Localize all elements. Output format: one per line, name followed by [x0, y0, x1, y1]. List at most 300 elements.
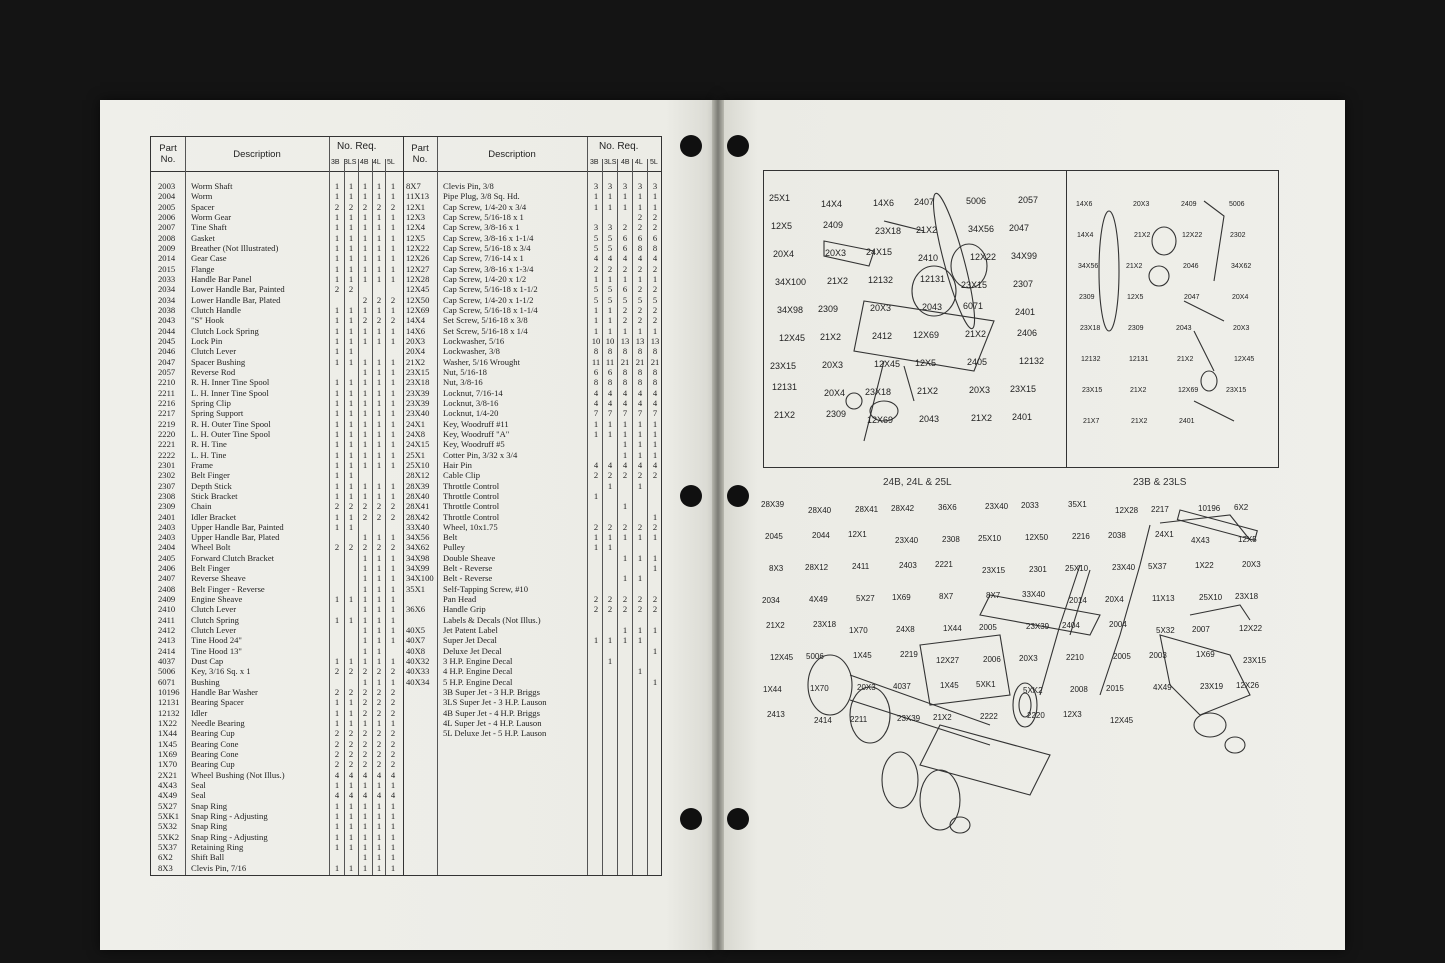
part-number: 5X32	[158, 821, 178, 832]
table-row	[151, 439, 403, 449]
quantity-cell: 3	[607, 181, 613, 191]
quantity-cell: 1	[348, 511, 354, 522]
part-number: 1X44	[158, 728, 178, 739]
quantity-cell: 2	[390, 697, 396, 708]
part-callout: 34X100	[775, 277, 807, 287]
part-description: Wheel, 10x1.75	[443, 521, 498, 532]
part-description: L. H. Outer Tine Spool	[191, 428, 271, 439]
part-callout: 12X50	[1025, 533, 1049, 542]
part-description: Hair Pin	[443, 459, 472, 470]
quantity-cell: 4	[376, 769, 382, 780]
quantity-cell: 1	[593, 191, 599, 202]
quantity-cell: 1	[362, 232, 368, 243]
part-callout: 21X2	[965, 329, 987, 339]
table-row	[403, 367, 661, 377]
part-callout: 2217	[1151, 505, 1169, 514]
quantity-cell: 1	[637, 428, 643, 439]
quantity-cell: 6	[637, 232, 643, 243]
part-description: R. H. Tine	[191, 439, 227, 450]
quantity-cell: 1	[390, 439, 396, 450]
quantity-cell: 1	[362, 594, 368, 605]
quantity-cell: 1	[607, 428, 613, 439]
part-description: 4 H.P. Engine Decal	[443, 666, 513, 677]
quantity-cell: 1	[607, 304, 613, 315]
part-description: Belt Finger	[191, 470, 230, 481]
quantity-cell: 2	[637, 263, 643, 274]
quantity-cell: 2	[348, 759, 354, 770]
quantity-cell: 1	[376, 800, 382, 811]
part-number: 2211	[158, 387, 175, 398]
part-description: 4B Super Jet - 4 H.P. Briggs	[443, 707, 540, 718]
quantity-cell: 2	[334, 284, 340, 295]
quantity-cell: 1	[390, 356, 396, 367]
header-model: 5L	[387, 159, 395, 166]
part-description: Pan Head	[443, 594, 477, 605]
quantity-cell: 1	[376, 821, 382, 832]
quantity-cell: 1	[622, 635, 628, 646]
quantity-cell: 1	[376, 273, 382, 284]
quantity-cell: 1	[376, 418, 382, 429]
quantity-cell: 1	[348, 449, 354, 460]
part-number: 4X49	[158, 790, 178, 801]
part-number: 2406	[158, 563, 176, 574]
quantity-cell: 1	[362, 552, 368, 563]
part-number: 2221	[158, 439, 176, 450]
quantity-cell: 1	[334, 697, 340, 708]
quantity-cell: 1	[390, 263, 396, 274]
part-callout: 21X2	[916, 225, 938, 235]
quantity-cell: 1	[362, 356, 368, 367]
quantity-cell: 1	[376, 604, 382, 615]
part-callout: 24X1	[1155, 530, 1174, 539]
quantity-cell: 1	[607, 201, 613, 212]
part-number: 12X28	[406, 273, 430, 284]
quantity-cell: 1	[334, 377, 340, 388]
part-description: Locknut, 7/16-14	[443, 387, 503, 398]
part-callout: 23X15	[1243, 656, 1267, 665]
quantity-cell: 1	[334, 614, 340, 625]
quantity-cell: 1	[390, 181, 396, 191]
quantity-cell: 4	[607, 387, 613, 398]
part-callout: 21X2	[971, 413, 993, 423]
quantity-cell: 1	[607, 418, 613, 429]
table-row	[403, 305, 661, 315]
header-description: Description	[233, 148, 281, 160]
quantity-cell: 2	[390, 201, 396, 212]
part-description: Seal	[191, 790, 206, 801]
part-callout: 2411	[852, 562, 870, 571]
part-number: 40X7	[406, 635, 426, 646]
part-number: 40X33	[406, 666, 430, 677]
quantity-cell: 1	[390, 408, 396, 419]
part-description: Clutch Lever	[191, 625, 237, 636]
quantity-cell: 1	[637, 480, 643, 491]
quantity-cell: 1	[652, 625, 658, 636]
part-callout: 21X2	[1130, 387, 1147, 394]
quantity-cell: 1	[348, 428, 354, 439]
part-number: 2045	[158, 335, 176, 346]
quantity-cell: 1	[348, 842, 354, 852]
part-callout: 2210	[1066, 653, 1084, 662]
table-row	[403, 584, 661, 594]
part-number: 2308	[158, 490, 176, 501]
table-row	[403, 295, 661, 305]
part-callout: 2008	[1070, 685, 1088, 694]
part-description: Flange	[191, 263, 215, 274]
table-row	[151, 677, 403, 687]
part-number: 28X12	[406, 470, 430, 481]
quantity-cell: 1	[622, 428, 628, 439]
quantity-cell: 1	[362, 480, 368, 491]
quantity-cell: 2	[362, 687, 368, 698]
part-description: Clutch Spring	[191, 614, 239, 625]
table-row	[151, 553, 403, 563]
part-number: 12132	[158, 707, 180, 718]
part-number: 2004	[158, 191, 176, 202]
quantity-cell: 1	[652, 428, 658, 439]
quantity-cell: 1	[390, 490, 396, 501]
part-callout: 12X22	[970, 252, 997, 262]
quantity-cell: 4	[348, 790, 354, 801]
quantity-cell: 1	[390, 842, 396, 852]
table-row	[151, 563, 403, 573]
quantity-cell: 1	[362, 821, 368, 832]
quantity-cell: 1	[362, 862, 368, 873]
part-description: R. H. Outer Tine Spool	[191, 418, 271, 429]
part-description: Nut, 3/8-16	[443, 377, 483, 388]
quantity-cell: 1	[376, 573, 382, 584]
quantity-cell: 1	[348, 490, 354, 501]
part-callout: 2309	[826, 409, 847, 419]
part-description: Worm Gear	[191, 211, 232, 222]
quantity-cell: 2	[348, 666, 354, 677]
table-row	[403, 656, 661, 666]
quantity-cell: 1	[348, 831, 354, 842]
table-row	[151, 450, 403, 460]
quantity-cell: 2	[593, 604, 599, 615]
part-callout: 21X2	[1131, 418, 1148, 425]
table-row	[403, 264, 661, 274]
part-callout: 14X6	[1076, 201, 1093, 208]
quantity-cell: 5	[607, 232, 613, 243]
part-callout: 2046	[1183, 263, 1199, 270]
part-description: Belt	[443, 532, 458, 543]
quantity-cell: 2	[637, 604, 643, 615]
part-callout: 23X18	[865, 387, 892, 397]
quantity-cell: 1	[652, 563, 658, 574]
part-callout: 12X45	[1234, 356, 1255, 363]
part-number: 23X15	[406, 366, 430, 377]
quantity-cell: 2	[376, 738, 382, 749]
quantity-cell: 4	[376, 790, 382, 801]
table-row	[151, 181, 403, 191]
quantity-cell: 2	[390, 315, 396, 326]
quantity-cell: 2	[607, 594, 613, 605]
part-callout: 20X3	[1242, 560, 1261, 569]
quantity-cell: 1	[348, 222, 354, 233]
part-callout: 23X40	[895, 536, 919, 545]
quantity-cell: 1	[390, 656, 396, 667]
quantity-cell: 1	[390, 583, 396, 594]
table-row	[151, 770, 403, 780]
quantity-cell: 2	[637, 521, 643, 532]
quantity-cell: 1	[390, 335, 396, 346]
quantity-cell: 7	[607, 408, 613, 419]
quantity-cell: 1	[652, 645, 658, 656]
quantity-cell: 1	[362, 583, 368, 594]
quantity-cell: 13	[635, 335, 645, 346]
diagram-caption-right: 23B & 23LS	[1133, 477, 1187, 488]
quantity-cell: 1	[334, 439, 340, 450]
quantity-cell: 1	[637, 325, 643, 336]
quantity-cell: 1	[362, 676, 368, 687]
quantity-cell: 1	[334, 253, 340, 264]
part-callout: 23X15	[982, 566, 1006, 575]
table-row	[403, 398, 661, 408]
quantity-cell: 1	[334, 242, 340, 253]
quantity-cell: 1	[362, 408, 368, 419]
part-number: 34X100	[406, 573, 434, 584]
quantity-cell: 1	[622, 325, 628, 336]
quantity-cell: 1	[376, 397, 382, 408]
part-description: Super Jet Decal	[443, 635, 497, 646]
part-number: 40X34	[406, 676, 430, 687]
table-row	[403, 357, 661, 367]
part-number: 21X2	[406, 356, 426, 367]
part-description: Belt Finger	[191, 563, 230, 574]
part-description: Needle Bearing	[191, 718, 245, 729]
quantity-cell: 10	[591, 335, 601, 346]
part-description: Set Screw, 5/16-18 x 1/4	[443, 325, 528, 336]
quantity-cell: 1	[334, 490, 340, 501]
quantity-cell: 2	[637, 222, 643, 233]
quantity-cell: 1	[334, 397, 340, 408]
quantity-cell: 4	[637, 459, 643, 470]
part-callout: 2005	[979, 623, 997, 632]
quantity-cell: 1	[348, 614, 354, 625]
table-row	[403, 450, 661, 460]
part-description: Handle Grip	[443, 604, 486, 615]
part-number: 2404	[158, 542, 176, 553]
quantity-cell: 2	[637, 594, 643, 605]
part-callout: 21X7	[1083, 418, 1100, 425]
table-row	[403, 284, 661, 294]
quantity-cell: 2	[637, 304, 643, 315]
parts-rows-right	[403, 181, 661, 739]
part-number: 2408	[158, 583, 176, 594]
quantity-cell: 5	[593, 284, 599, 295]
quantity-cell: 1	[390, 532, 396, 543]
quantity-cell: 2	[334, 738, 340, 749]
table-row	[403, 512, 661, 522]
quantity-cell: 1	[593, 490, 599, 501]
part-callout: 21X2	[1134, 232, 1151, 239]
quantity-cell: 4	[362, 790, 368, 801]
quantity-cell: 1	[348, 181, 354, 191]
quantity-cell: 1	[334, 418, 340, 429]
part-description: Key, Woodruff #5	[443, 439, 505, 450]
quantity-cell: 11	[591, 356, 601, 367]
part-description: Chain	[191, 501, 212, 512]
part-description: 4L Super Jet - 4 H.P. Lauson	[443, 718, 542, 729]
quantity-cell: 2	[652, 263, 658, 274]
table-row	[151, 274, 403, 284]
quantity-cell: 2	[390, 542, 396, 553]
quantity-cell: 11	[605, 356, 615, 367]
quantity-cell: 1	[334, 428, 340, 439]
quantity-cell: 3	[593, 222, 599, 233]
part-number: 12X45	[406, 284, 430, 295]
table-row	[151, 222, 403, 232]
part-description: Cap Screw, 5/16-18 x 1-1/4	[443, 304, 538, 315]
quantity-cell: 1	[607, 532, 613, 543]
part-description: Labels & Decals (Not Illus.)	[443, 614, 541, 625]
part-number: 24X1	[406, 418, 426, 429]
part-callout: 5X27	[856, 594, 875, 603]
table-row	[151, 573, 403, 583]
quantity-cell: 1	[362, 532, 368, 543]
quantity-cell: 2	[362, 294, 368, 305]
quantity-cell: 1	[362, 842, 368, 852]
quantity-cell: 1	[390, 800, 396, 811]
part-callout: 25X10	[978, 534, 1002, 543]
quantity-cell: 8	[593, 377, 599, 388]
header-model: 3LS	[604, 159, 617, 166]
quantity-cell: 2	[637, 470, 643, 481]
quantity-cell: 1	[376, 780, 382, 791]
part-number: 2220	[158, 428, 176, 439]
quantity-cell: 1	[390, 253, 396, 264]
part-description: Breather (Not Illustrated)	[191, 242, 279, 253]
part-number: 2412	[158, 625, 176, 636]
part-callout: 2308	[942, 535, 960, 544]
table-row	[151, 790, 403, 800]
table-row	[403, 646, 661, 656]
quantity-cell: 2	[348, 201, 354, 212]
part-number: 34X56	[406, 532, 430, 543]
quantity-cell: 1	[593, 273, 599, 284]
part-number: 2309	[158, 501, 176, 512]
quantity-cell: 13	[620, 335, 630, 346]
quantity-cell: 1	[376, 408, 382, 419]
table-row	[151, 852, 403, 862]
quantity-cell: 2	[348, 542, 354, 553]
quantity-cell: 2	[376, 728, 382, 739]
quantity-cell: 2	[622, 594, 628, 605]
part-callout: 21X2	[1177, 356, 1194, 363]
part-callout: 12X45	[874, 359, 901, 369]
table-row	[403, 429, 661, 439]
quantity-cell: 1	[637, 273, 643, 284]
quantity-cell: 1	[622, 449, 628, 460]
quantity-cell: 2	[362, 738, 368, 749]
quantity-cell: 1	[637, 552, 643, 563]
header-model: 4B	[621, 159, 630, 166]
quantity-cell: 4	[593, 387, 599, 398]
quantity-cell: 1	[362, 811, 368, 822]
quantity-cell: 2	[622, 470, 628, 481]
part-description: Clutch Lock Spring	[191, 325, 259, 336]
part-callout: 12X27	[936, 656, 960, 665]
table-row	[151, 419, 403, 429]
part-callout: 21X2	[917, 386, 939, 396]
part-description: Cap Screw, 3/8-16 x 1-1/4	[443, 232, 534, 243]
part-description: Washer, 5/16 Wrought	[443, 356, 520, 367]
part-callout: 12X69	[867, 415, 894, 425]
quantity-cell: 1	[622, 552, 628, 563]
quantity-cell: 1	[348, 325, 354, 336]
quantity-cell: 7	[593, 408, 599, 419]
quantity-cell: 4	[593, 459, 599, 470]
assembly-diagram-box	[763, 170, 1279, 468]
quantity-cell: 6	[622, 242, 628, 253]
quantity-cell: 1	[593, 201, 599, 212]
table-row	[151, 501, 403, 511]
part-callout: 2004	[1109, 620, 1127, 629]
part-number: 2015	[158, 263, 176, 274]
quantity-cell: 2	[376, 707, 382, 718]
quantity-cell: 1	[348, 273, 354, 284]
part-description: "S" Hook	[191, 315, 225, 326]
part-description: Cap Screw, 5/16-18 x 3/4	[443, 242, 531, 253]
quantity-cell: 8	[652, 366, 658, 377]
part-callout: 21X2	[933, 713, 952, 722]
header-no-req: No. Req.	[337, 141, 377, 152]
quantity-cell: 8	[637, 366, 643, 377]
quantity-cell: 1	[607, 656, 613, 667]
part-callout: 4037	[893, 682, 911, 691]
part-number: 28X39	[406, 480, 430, 491]
table-row	[151, 625, 403, 635]
part-callout: 25X1	[769, 193, 791, 203]
quantity-cell: 1	[362, 490, 368, 501]
part-callout: 6X2	[1234, 503, 1249, 512]
table-row	[151, 388, 403, 398]
quantity-cell: 1	[348, 356, 354, 367]
quantity-cell: 1	[362, 614, 368, 625]
diagram-caption-left: 24B, 24L & 25L	[883, 477, 952, 488]
quantity-cell: 4	[652, 459, 658, 470]
quantity-cell: 1	[390, 325, 396, 336]
quantity-cell: 2	[376, 749, 382, 760]
quantity-cell: 1	[637, 635, 643, 646]
part-description: Tine Shaft	[191, 222, 227, 233]
quantity-cell: 1	[348, 253, 354, 264]
part-number: 2411	[158, 614, 175, 625]
table-row	[403, 728, 661, 738]
table-row	[403, 615, 661, 625]
table-row	[151, 532, 403, 542]
quantity-cell: 1	[362, 449, 368, 460]
quantity-cell: 1	[334, 800, 340, 811]
quantity-cell: 1	[362, 397, 368, 408]
quantity-cell: 2	[334, 728, 340, 739]
table-row	[151, 253, 403, 263]
part-description: Locknut, 3/8-16	[443, 397, 499, 408]
quantity-cell: 1	[362, 335, 368, 346]
part-callout: 28X40	[808, 506, 832, 515]
quantity-cell: 1	[348, 480, 354, 491]
part-number: 28X42	[406, 511, 430, 522]
quantity-cell: 21	[620, 356, 630, 367]
quantity-cell: 1	[334, 449, 340, 460]
quantity-cell: 6	[593, 366, 599, 377]
part-callout: 20X3	[870, 303, 892, 313]
part-callout: 12132	[868, 275, 894, 285]
part-description: Pulley	[443, 542, 465, 553]
part-number: 34X98	[406, 552, 430, 563]
quantity-cell: 1	[376, 232, 382, 243]
